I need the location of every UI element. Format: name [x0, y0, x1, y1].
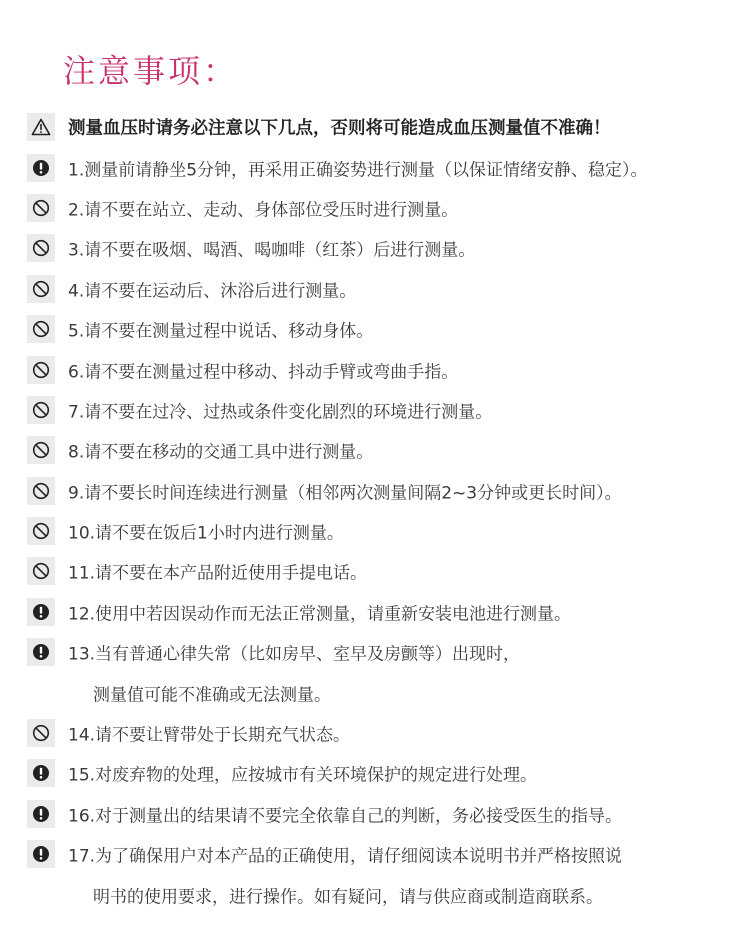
list-item-text: 3.请不要在吸烟、喝酒、喝咖啡（红茶）后进行测量。 [68, 240, 476, 261]
prohibited-icon [27, 557, 55, 585]
list-item [0, 430, 750, 470]
list-item-text: 6.请不要在测量过程中移动、抖动手臂或弯曲手指。 [68, 362, 459, 383]
exclamation-icon [27, 154, 55, 182]
prohibited-icon [27, 477, 55, 505]
prohibited-icon [27, 396, 55, 424]
exclamation-icon [27, 759, 55, 787]
list-item [0, 390, 750, 430]
list-item [0, 874, 750, 914]
list-item-text: 17.为了确保用户对本产品的正确使用，请仔细阅读本说明书并严格按照说 [68, 846, 623, 867]
prohibited-icon [27, 517, 55, 545]
list-item [0, 794, 750, 834]
list-item [0, 834, 750, 874]
list-item-text: 7.请不要在过冷、过热或条件变化剧烈的环境进行测量。 [68, 402, 493, 423]
list-item-text: 11.请不要在本产品附近使用手提电话。 [68, 563, 368, 584]
list-item [0, 309, 750, 349]
list-item-text: 2.请不要在站立、走动、身体部位受压时进行测量。 [68, 200, 459, 221]
list-item [0, 471, 750, 511]
prohibited-icon [27, 356, 55, 384]
list-item-text: 1.测量前请静坐5分钟，再采用正确姿势进行测量（以保证情绪安静、稳定）。 [68, 160, 648, 181]
list-item-text: 8.请不要在移动的交通工具中进行测量。 [68, 442, 374, 463]
list-item [0, 632, 750, 672]
warning-icon [27, 113, 55, 141]
exclamation-icon [27, 598, 55, 626]
list-item [0, 672, 750, 712]
exclamation-icon [27, 638, 55, 666]
exclamation-icon [27, 840, 55, 868]
list-item [0, 107, 750, 147]
list-item-text: 5.请不要在测量过程中说话、移动身体。 [68, 321, 374, 342]
list-item [0, 188, 750, 228]
list-item [0, 349, 750, 389]
page-title: 注意事项： [63, 52, 239, 90]
prohibited-icon [27, 315, 55, 343]
list-item [0, 592, 750, 632]
list-item [0, 753, 750, 793]
list-item-continuation: 明书的使用要求，进行操作。如有疑问，请与供应商或制造商联系。 [93, 887, 603, 908]
list-item [0, 147, 750, 187]
list-item-text: 14.请不要让臂带处于长期充气状态。 [68, 725, 351, 746]
list-item-text: 4.请不要在运动后、沐浴后进行测量。 [68, 281, 357, 302]
prohibited-icon [27, 194, 55, 222]
list-item-continuation: 测量值可能不准确或无法测量。 [93, 685, 331, 706]
prohibited-icon [27, 234, 55, 262]
list-item-text: 15.对废弃物的处理，应按城市有关环境保护的规定进行处理。 [68, 765, 538, 786]
list-item-text: 测量血压时请务必注意以下几点，否则将可能造成血压测量值不准确！ [68, 118, 611, 139]
prohibited-icon [27, 275, 55, 303]
list-item-text: 13.当有普通心律失常（比如房早、室早及房颤等）出现时， [68, 644, 521, 665]
list-item-text: 9.请不要长时间连续进行测量（相邻两次测量间隔2~3分钟或更长时间）。 [68, 483, 622, 504]
prohibited-icon [27, 436, 55, 464]
list-item [0, 551, 750, 591]
list-item-text: 16.对于测量出的结果请不要完全依靠自己的判断，务必接受医生的指导。 [68, 806, 623, 827]
notice-list [0, 107, 750, 915]
exclamation-icon [27, 800, 55, 828]
list-item [0, 713, 750, 753]
list-item-text: 12.使用中若因误动作而无法正常测量，请重新安装电池进行测量。 [68, 604, 572, 625]
list-item [0, 269, 750, 309]
prohibited-icon [27, 719, 55, 747]
list-item-text: 10.请不要在饭后1小时内进行测量。 [68, 523, 344, 544]
list-item [0, 228, 750, 268]
list-item [0, 511, 750, 551]
